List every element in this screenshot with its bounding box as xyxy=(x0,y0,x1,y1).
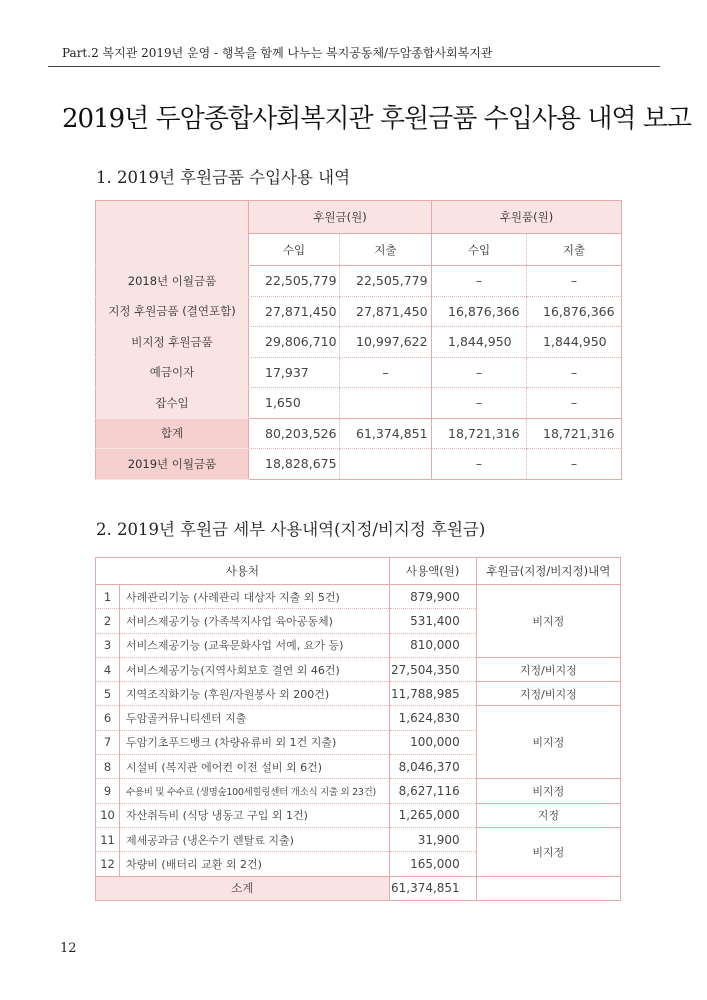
row-number: 7 xyxy=(96,730,120,754)
cell-value: 27,871,450 xyxy=(340,296,432,327)
cell-value: 16,876,366 xyxy=(527,296,622,327)
row-amount: 810,000 xyxy=(389,633,476,657)
cell-value: 29,806,710 xyxy=(249,327,340,358)
row-label: 2018년 이월금품 xyxy=(96,266,249,297)
category-cell: 비지정 xyxy=(476,706,620,779)
table-row xyxy=(96,682,621,706)
row-number: 12 xyxy=(96,852,120,876)
cell-value: – xyxy=(527,388,622,419)
category-cell: 비지정 xyxy=(476,585,620,658)
table-row xyxy=(96,706,621,730)
donation-goods-header: 후원품(원) xyxy=(432,201,622,234)
row-description: 서비스제공기능(지역사회보호 결연 외 46건) xyxy=(120,657,390,681)
row-amount: 27,504,350 xyxy=(389,657,476,681)
sub-header: 지출 xyxy=(340,234,432,266)
row-description: 지역조직화기능 (후원/자원봉사 외 200건) xyxy=(120,682,390,706)
header-row xyxy=(96,558,621,585)
row-label: 비지정 후원금품 xyxy=(96,327,249,358)
column-header: 사용처 xyxy=(96,558,390,585)
row-number: 9 xyxy=(96,779,120,803)
cell-value: – xyxy=(340,357,432,388)
cell-value: 61,374,851 xyxy=(340,418,432,449)
subtotal-blank xyxy=(476,876,620,900)
cell-value: 80,203,526 xyxy=(249,418,340,449)
row-description: 서비스제공기능 (교육문화사업 서예, 요가 등) xyxy=(120,633,390,657)
row-number: 11 xyxy=(96,827,120,851)
row-number: 5 xyxy=(96,682,120,706)
section-1-title: 1. 2019년 후원금품 수입사용 내역 xyxy=(96,168,351,187)
table-row xyxy=(96,388,622,419)
table-row xyxy=(96,266,622,297)
table-row xyxy=(96,657,621,681)
cell-value: – xyxy=(432,357,527,388)
row-amount: 165,000 xyxy=(389,852,476,876)
cell-value: 27,871,450 xyxy=(249,296,340,327)
row-description: 제세공과금 (냉온수기 렌탈료 지출) xyxy=(120,827,390,851)
row-number: 1 xyxy=(96,585,120,609)
section-2-title: 2. 2019년 후원금 세부 사용내역(지정/비지정 후원금) xyxy=(96,520,486,539)
row-amount: 879,900 xyxy=(389,585,476,609)
row-amount: 11,788,985 xyxy=(389,682,476,706)
header-divider xyxy=(48,66,660,67)
cell-value: 16,876,366 xyxy=(432,296,527,327)
category-cell: 지정/비지정 xyxy=(476,682,620,706)
category-cell: 비지정 xyxy=(476,779,620,803)
table-corner xyxy=(96,201,249,266)
sub-header: 수입 xyxy=(432,234,527,266)
row-label: 지정 후원금품 (결연포함) xyxy=(96,296,249,327)
row-description: 두암골커뮤니티센터 지출 xyxy=(120,706,390,730)
cell-value: 18,828,675 xyxy=(249,449,340,480)
usage-detail-table xyxy=(95,557,621,901)
row-amount: 531,400 xyxy=(389,609,476,633)
row-amount: 1,624,830 xyxy=(389,706,476,730)
cell-value: 10,997,622 xyxy=(340,327,432,358)
cell-value: – xyxy=(527,449,622,480)
subtotal-row xyxy=(96,876,621,900)
cell-value: – xyxy=(432,388,527,419)
table-row xyxy=(96,827,621,851)
column-header: 후원금(지정/비지정)내역 xyxy=(476,558,620,585)
donation-money-header: 후원금(원) xyxy=(249,201,432,234)
row-description: 수용비 및 수수료 (생명숲100세힐링센터 개소식 지출 외 23건) xyxy=(120,779,390,803)
table-row xyxy=(96,357,622,388)
table-row xyxy=(96,803,621,827)
cell-value: 1,844,950 xyxy=(432,327,527,358)
cell-value: 18,721,316 xyxy=(527,418,622,449)
row-label: 합계 xyxy=(96,418,249,449)
sub-header: 수입 xyxy=(249,234,340,266)
row-amount: 8,627,116 xyxy=(389,779,476,803)
running-header: Part.2 복지관 2019년 운영 - 행복을 함께 나누는 복지공동체/두암종합사회복지관 xyxy=(62,46,493,60)
income-expense-table xyxy=(95,200,622,480)
table-row xyxy=(96,449,622,480)
cell-value: – xyxy=(432,449,527,480)
cell-value: 18,721,316 xyxy=(432,418,527,449)
row-description: 사례관리기능 (사례관리 대상자 지출 외 5건) xyxy=(120,585,390,609)
subtotal-label: 소계 xyxy=(96,876,390,900)
row-amount: 100,000 xyxy=(389,730,476,754)
table-row xyxy=(96,779,621,803)
category-cell: 지정/비지정 xyxy=(476,657,620,681)
row-description: 자산취득비 (식당 냉동고 구입 외 1건) xyxy=(120,803,390,827)
cell-value: 22,505,779 xyxy=(340,266,432,297)
row-number: 3 xyxy=(96,633,120,657)
cell-value: – xyxy=(432,266,527,297)
page-title: 2019년 두암종합사회복지관 후원금품 수입사용 내역 보고 xyxy=(62,104,692,134)
table-row xyxy=(96,327,622,358)
table-row xyxy=(96,585,621,609)
category-cell: 지정 xyxy=(476,803,620,827)
row-number: 10 xyxy=(96,803,120,827)
sub-header: 지출 xyxy=(527,234,622,266)
cell-value xyxy=(340,449,432,480)
column-header: 사용액(원) xyxy=(389,558,476,585)
cell-value xyxy=(340,388,432,419)
row-description: 차량비 (배터리 교환 외 2건) xyxy=(120,852,390,876)
row-description: 시설비 (복지관 에어컨 이전 설비 외 6건) xyxy=(120,755,390,779)
page-number: 12 xyxy=(60,941,77,956)
cell-value: – xyxy=(527,357,622,388)
row-number: 2 xyxy=(96,609,120,633)
row-number: 6 xyxy=(96,706,120,730)
row-description: 서비스제공기능 (가족복지사업 육아공동체) xyxy=(120,609,390,633)
cell-value: 22,505,779 xyxy=(249,266,340,297)
row-label: 잡수입 xyxy=(96,388,249,419)
total-row xyxy=(96,418,622,449)
subtotal-amount: 61,374,851 xyxy=(389,876,476,900)
row-amount: 8,046,370 xyxy=(389,755,476,779)
row-label: 예금이자 xyxy=(96,357,249,388)
row-number: 4 xyxy=(96,657,120,681)
row-description: 두암기초푸드뱅크 (차량유류비 외 1건 지출) xyxy=(120,730,390,754)
row-amount: 31,900 xyxy=(389,827,476,851)
row-number: 8 xyxy=(96,755,120,779)
cell-value: – xyxy=(527,266,622,297)
cell-value: 1,844,950 xyxy=(527,327,622,358)
cell-value: 17,937 xyxy=(249,357,340,388)
cell-value: 1,650 xyxy=(249,388,340,419)
category-cell: 비지정 xyxy=(476,827,620,876)
row-amount: 1,265,000 xyxy=(389,803,476,827)
table-row xyxy=(96,296,622,327)
row-label: 2019년 이월금품 xyxy=(96,449,249,480)
